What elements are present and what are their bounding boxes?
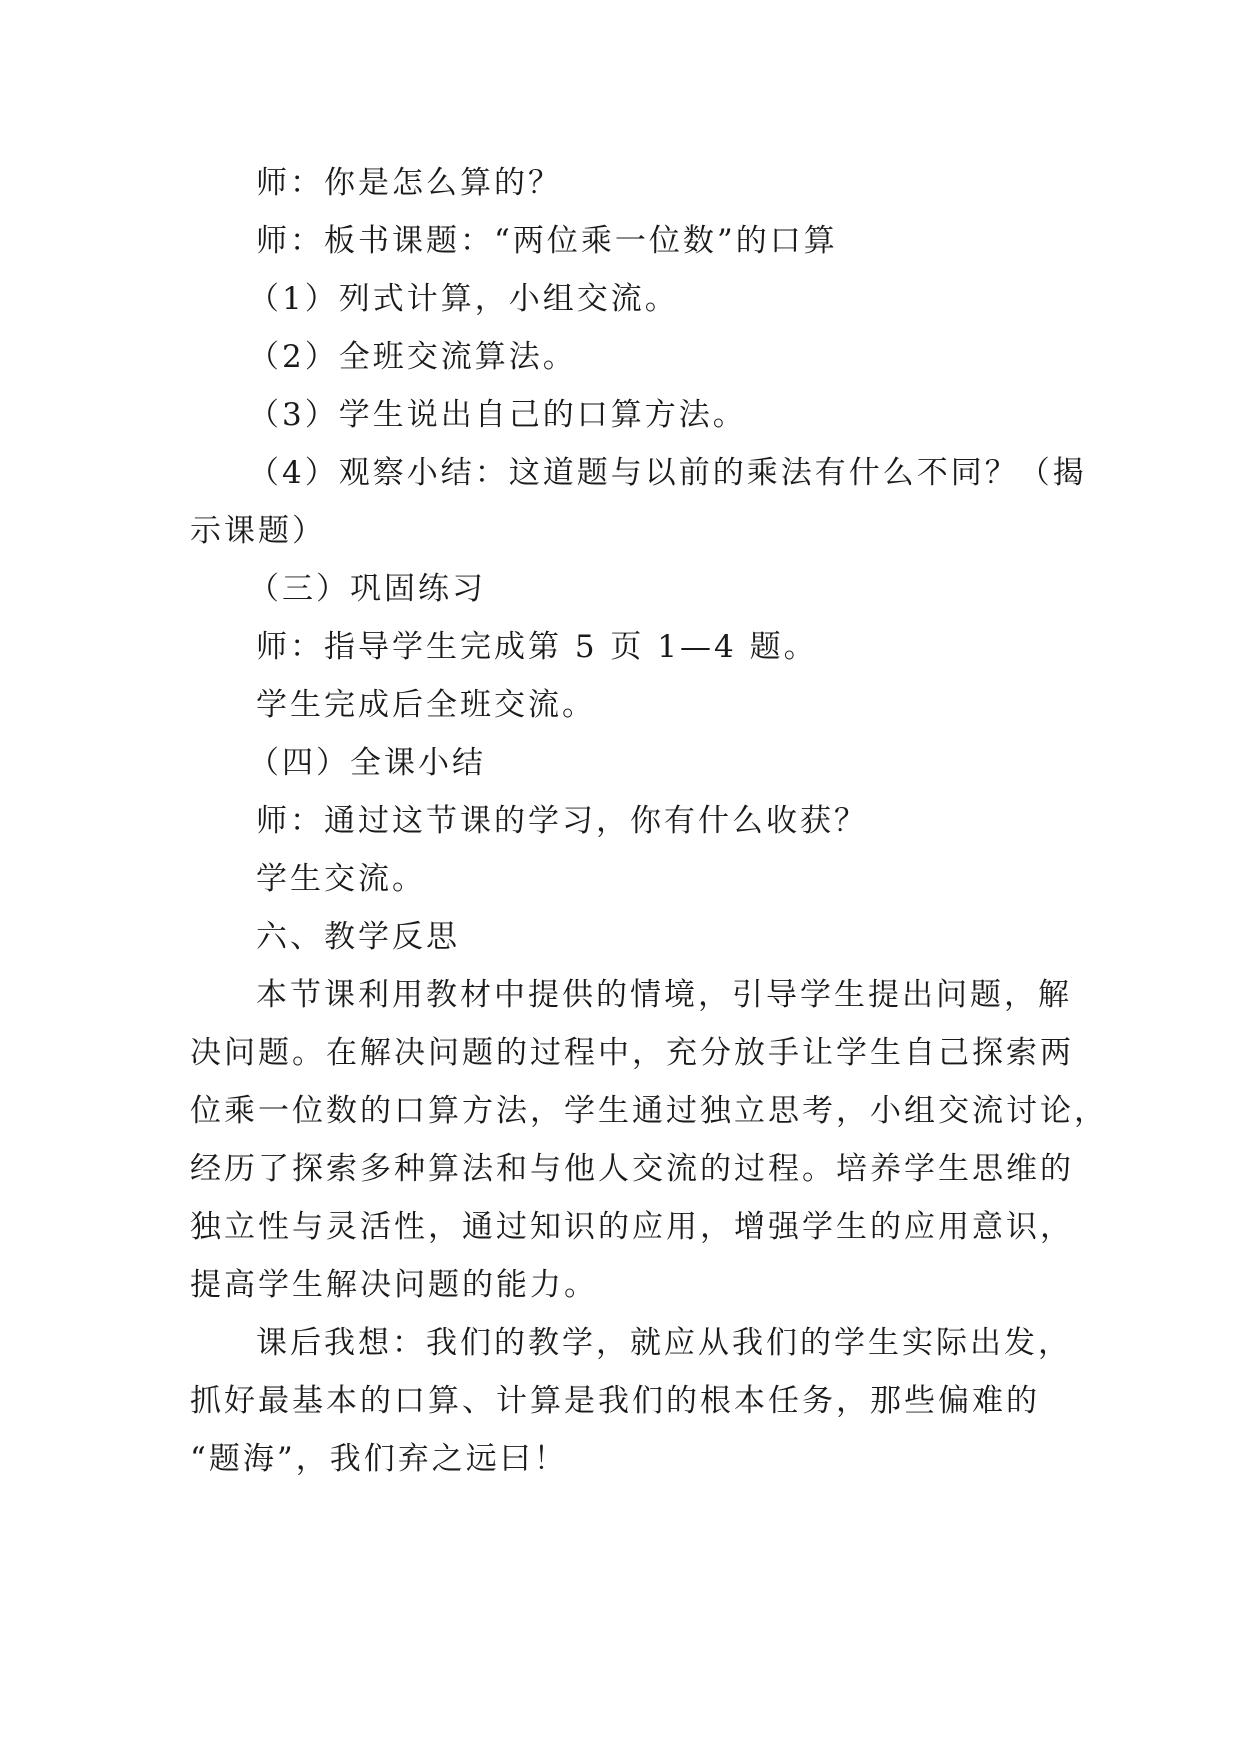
text-line: （四）全课小结 bbox=[248, 745, 486, 781]
text-line: （三）巩固练习 bbox=[248, 571, 486, 607]
text-line: 抓好最基本的口算、计算是我们的根本任务，那些偏难的 bbox=[190, 1383, 1040, 1419]
text-line: 师：你是怎么算的？ bbox=[256, 165, 562, 201]
text-line: 独立性与灵活性，通过知识的应用，增强学生的应用意识， bbox=[190, 1209, 1074, 1245]
text-line: 学生交流。 bbox=[256, 861, 426, 897]
text-line: 师：指导学生完成第 5 页 1—4 题。 bbox=[256, 629, 818, 665]
text-line: （2）全班交流算法。 bbox=[248, 339, 577, 375]
text-line: 本节课利用教材中提供的情境，引导学生提出问题，解 bbox=[256, 977, 1072, 1013]
text-line: 学生完成后全班交流。 bbox=[256, 687, 596, 723]
text-line: 位乘一位数的口算方法，学生通过独立思考，小组交流讨论， bbox=[190, 1093, 1108, 1129]
text-line: “题海”，我们弃之远曰！ bbox=[190, 1441, 568, 1477]
text-line: （3）学生说出自己的口算方法。 bbox=[248, 397, 747, 433]
text-line: 示课题） bbox=[190, 513, 326, 549]
text-line: 师：通过这节课的学习，你有什么收获？ bbox=[256, 803, 868, 839]
text-line: （1）列式计算，小组交流。 bbox=[248, 281, 679, 317]
text-line: 提高学生解决问题的能力。 bbox=[190, 1267, 598, 1303]
text-line: 课后我想：我们的教学，就应从我们的学生实际出发， bbox=[256, 1325, 1072, 1361]
text-line: 经历了探索多种算法和与他人交流的过程。培养学生思维的 bbox=[190, 1151, 1074, 1187]
section-heading: 六、教学反思 bbox=[256, 919, 460, 955]
text-line: （4）观察小结：这道题与以前的乘法有什么不同？（揭 bbox=[248, 455, 1087, 491]
text-line: 决问题。在解决问题的过程中，充分放手让学生自己探索两 bbox=[190, 1035, 1074, 1071]
text-line: 师：板书课题：“两位乘一位数”的口算 bbox=[256, 223, 838, 259]
